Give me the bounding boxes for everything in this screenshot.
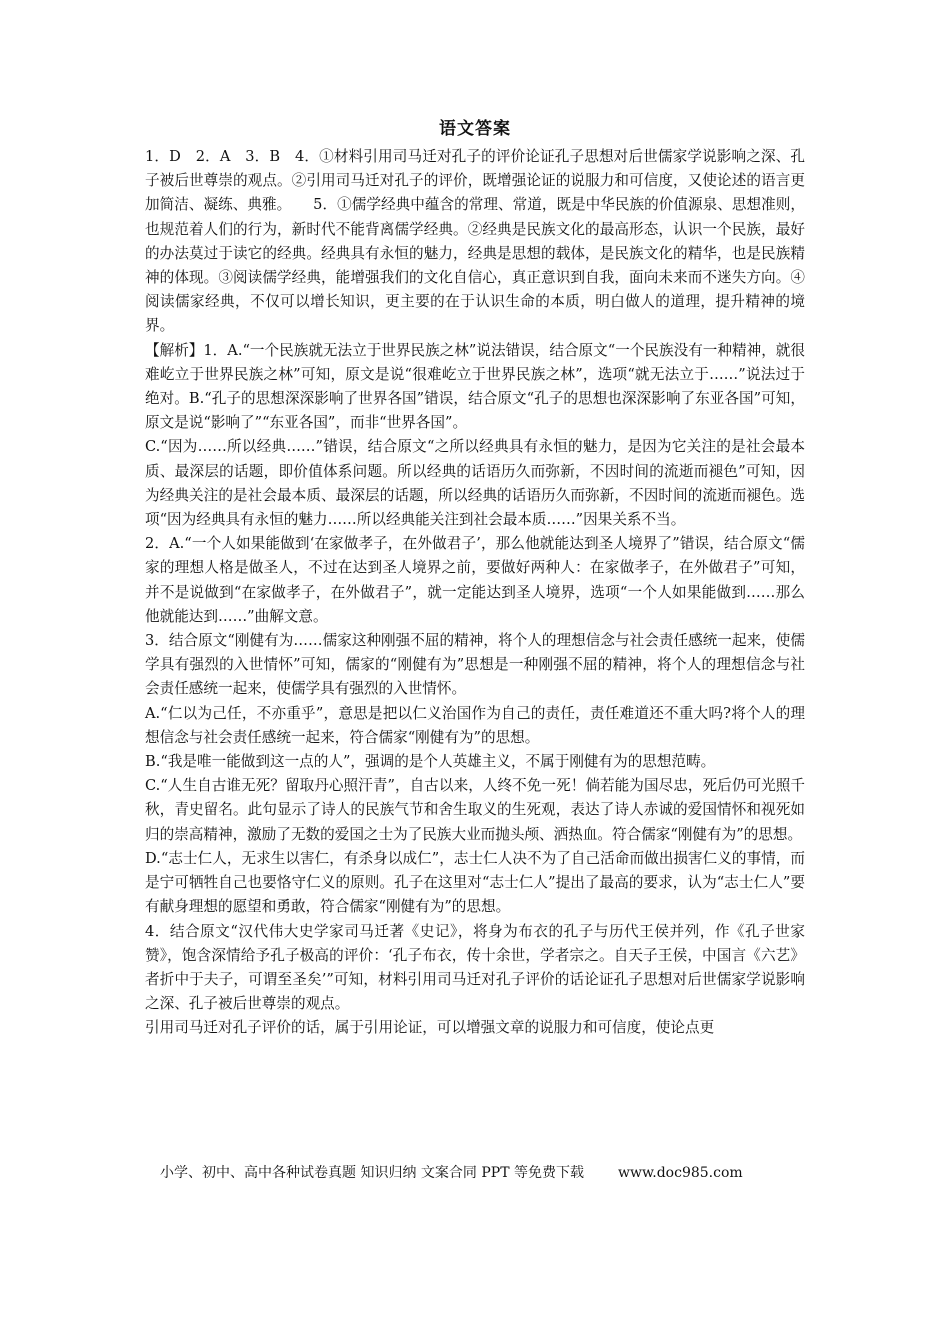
analysis-paragraph: 引用司马迁对孔子评价的话，属于引用论证，可以增强文章的说服力和可信度，使论点更 — [145, 1019, 715, 1037]
page-footer — [160, 1162, 743, 1182]
analysis-paragraph: B.“我是唯一能做到这一点的人”，强调的是个人英雄主义，不属于刚健有为的思想范畴。 — [145, 753, 716, 771]
analysis-paragraph: A.“仁以为己任，不亦重乎”，意思是把以仁义治国作为自己的责任，责任难道还不重大吗?将个人的理想信念与社会责任感统一起来，符合儒家“刚健有为”的思想。 — [145, 704, 805, 746]
analysis-paragraph: 4．结合原文“汉代伟大史学家司马迁著《史记》，将身为布衣的孔子与历代王侯并列，作《孔子世家赞》，饱含深情给予孔子极高的评价：‘孔子布衣，传十余世，学者宗之。自天子王侯，中国言《六艺》者折中于夫子，可谓至圣矣’”可知，材料引用司马迁对孔子评价的话论证孔子思想对后世儒家学说影响之深、孔子被后世尊崇的观点。 — [145, 922, 805, 1013]
answer-paragraph: 1．D 2．A 3．B 4．①材料引用司马迁对孔子的评价论证孔子思想对后世儒家学说影响之深、孔子被后世尊崇的观点。②引用司马迁对孔子的评价，既增强论证的说服力和可信度，又使论述的语言更加简洁、凝练、典雅。 5．①儒学经典中蕴含的常理、常道，既是中华民族的价值源泉、思想准则，也规范着人们的行为，新时代不能背离儒学经典。②经典是民族文化的最高形态，认识一个民族，最好的办法莫过于读它的经典。经典具有永恒的魅力，经典是思想的载体，是民族文化的精华，也是民族精神的体现。③阅读儒学经典，能增强我们的文化自信心，真正意识到自我，面向未来而不迷失方向。④阅读儒家经典，不仅可以增长知识，更主要的在于认识生命的本质，明白做人的道理，提升精神的境界。 — [145, 148, 805, 335]
document-title: 语文答案 — [439, 119, 511, 139]
analysis-paragraph: 2．A.“一个人如果能做到‘在家做孝子，在外做君子’，那么他就能达到圣人境界了”错误，结合原文“儒家的理想人格是做圣人，不过在达到圣人境界之前，要做好两种人：在家做孝子，在外做君子”可知，并不是说做到“在家做孝子，在外做君子”，就一定能达到圣人境界，选项“一个人如果能做到……那么他就能达到……”曲解文意。 — [145, 535, 805, 625]
analysis-paragraph: C.“人生自古谁无死？留取丹心照汗青”，自古以来，人终不免一死！倘若能为国尽忠，死后仍可光照千秋，青史留名。此句显示了诗人的民族气节和舍生取义的生死观，表达了诗人赤诚的爱国情怀和视死如归的崇高精神，激励了无数的爱国之士为了民族大业而抛头颅、洒热血。符合儒家“刚健有为”的思想。 — [145, 777, 805, 843]
analysis-paragraph: C.“因为……所以经典……”错误，结合原文“之所以经典具有永恒的魅力，是因为它关注的是社会最本质、最深层的话题，即价值体系问题。所以经典的话语历久而弥新，不因时间的流逝而褪色”可知，因为经典关注的是社会最本质、最深层的话题，所以经典的话语历久而弥新，不因时间的流逝而褪色。选项“因为经典具有永恒的魅力……所以经典能关注到社会最本质……”因果关系不当。 — [145, 438, 805, 529]
footer-site-link[interactable]: www.doc985.com — [617, 1165, 743, 1181]
analysis-paragraph: 3．结合原文“刚健有为……儒家这种刚强不屈的精神，将个人的理想信念与社会责任感统一起来，使儒学具有强烈的入世情怀”可知，儒家的“刚健有为”思想是一种刚强不屈的精神，将个人的理想信念与社会责任感统一起来，使儒学具有强烈的入世情怀。 — [145, 632, 805, 698]
analysis-paragraph: 【解析】1．A.“一个民族就无法立于世界民族之林”说法错误，结合原文“一个民族没有一种精神，就很难屹立于世界民族之林”可知，原文是说“很难屹立于世界民族之林”，选项“就无法立于……”说法过于绝对。B.“孔子的思想深深影响了世界各国”错误，结合原文“孔子的思想也深深影响了东亚各国”可知，原文是说“影响了”“东亚各国”，而非“世界各国”。 — [145, 341, 805, 432]
footer-text: 小学、初中、高中各种试卷真题 知识归纳 文案合同 PPT 等免费下载 — [160, 1165, 584, 1181]
analysis-paragraph: D.“志士仁人，无求生以害仁，有杀身以成仁”，志士仁人决不为了自己活命而做出损害仁义的事情，而是宁可牺牲自己也要恪守仁义的原则。孔子在这里对“志士仁人”提出了最高的要求，认为“志士仁人”要有献身理想的愿望和勇敢，符合儒家“刚健有为”的思想。 — [145, 849, 805, 916]
document-body — [145, 114, 805, 1041]
